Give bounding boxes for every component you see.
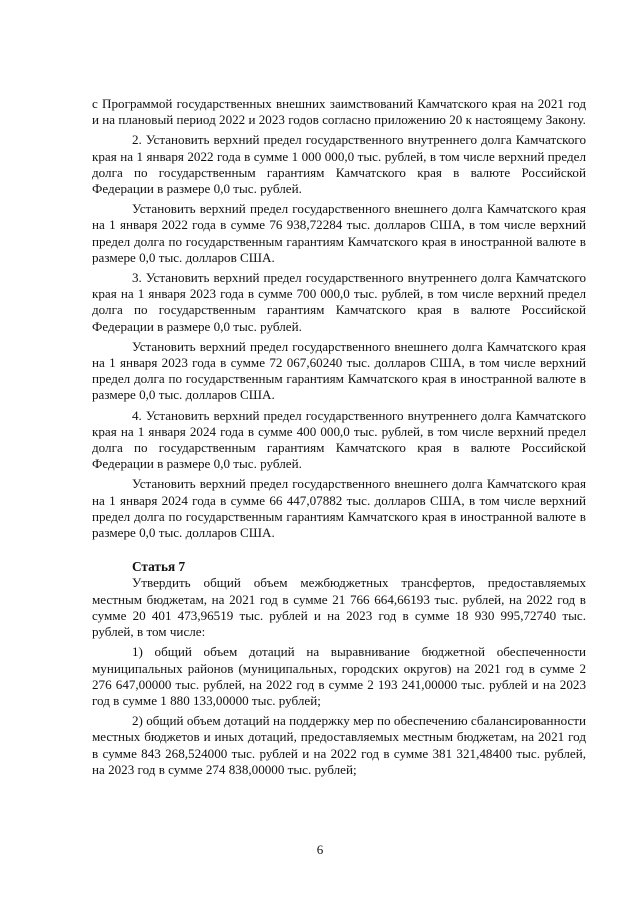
paragraph-internal-debt-2022: 2. Установить верхний предел государственного внутреннего долга Камчатского края на 1 января 2022 года в сумме 1 000 000,0 тыс. рублей, в том числе верхний предел долга по государственным гарантиям Камчатского края в валюте Российской Федерации в размере 0,0 тыс. рублей. xyxy=(92,132,586,197)
paragraph-internal-debt-2023: 3. Установить верхний предел государственного внутреннего долга Камчатского края на 1 января 2023 года в сумме 700 000,0 тыс. рублей, в том числе верхний предел долга по государственным гарантиям Камчатского края в валюте Российской Федерации в размере 0,0 тыс. рублей. xyxy=(92,270,586,334)
document-page xyxy=(92,96,586,778)
page-number: 6 xyxy=(316,842,324,857)
list-item-equalization-grants: 1) общий объем дотаций на выравнивание бюджетной обеспеченности муниципальных районов (муниципальных, городских округов) на 2021 год в сумме 2 276 647,00000 тыс. рублей, на 2022 год в сумме 2 193 241,00000 тыс. рублей и на 2023 год в сумме 1 880 133,00000 тыс. рублей; xyxy=(92,644,586,708)
paragraph-external-debt-2023: Установить верхний предел государственного внешнего долга Камчатского края на 1 января 2023 года в сумме 72 067,60240 тыс. долларов США, в том числе верхний предел долга по государственным гарантиям Камчатского края в иностранной валюте в размере 0,0 тыс. долларов США. xyxy=(92,338,586,403)
paragraph-continuation: с Программой государственных внешних заимствований Камчатского края на 2021 год и на плановый период 2022 и 2023 годов согласно приложению 20 к настоящему Закону. xyxy=(92,96,586,128)
paragraph-transfers-total: Утвердить общий объем межбюджетных трансфертов, предоставляемых местным бюджетам, на 2021 год в сумме 21 766 664,66193 тыс. рублей, на 2022 год в сумме 20 401 473,96519 тыс. рублей и на 2023 год в сумме 18 930 995,72740 тыс. рублей, в том числе: xyxy=(92,575,586,640)
article-heading: Статья 7 xyxy=(132,559,186,575)
list-item-balance-grants: 2) общий объем дотаций на поддержку мер по обеспечению сбалансированности местных бюджетов и иных дотаций, предоставляемых местным бюджетам, на 2021 год в сумме 843 268,524000 тыс. рублей и на 2022 год в сумме 381 321,48400 тыс. рублей, на 2023 год в сумме 274 838,00000 тыс. рублей; xyxy=(92,713,586,777)
paragraph-internal-debt-2024: 4. Установить верхний предел государственного внутреннего долга Камчатского края на 1 января 2024 года в сумме 400 000,0 тыс. рублей, в том числе верхний предел долга по государственным гарантиям Камчатского края в валюте Российской Федерации в размере 0,0 тыс. рублей. xyxy=(92,407,586,472)
paragraph-external-debt-2024: Установить верхний предел государственного внешнего долга Камчатского края на 1 января 2024 года в сумме 66 447,07882 тыс. долларов США, в том числе верхний предел долга по государственным гарантиям Камчатского края в иностранной валюте в размере 0,0 тыс. долларов США. xyxy=(92,476,586,541)
paragraph-external-debt-2022: Установить верхний предел государственного внешнего долга Камчатского края на 1 января 2022 года в сумме 76 938,72284 тыс. долларов США, в том числе верхний предел долга по государственным гарантиям Камчатского края в иностранной валюте в размере 0,0 тыс. долларов США. xyxy=(92,201,586,265)
